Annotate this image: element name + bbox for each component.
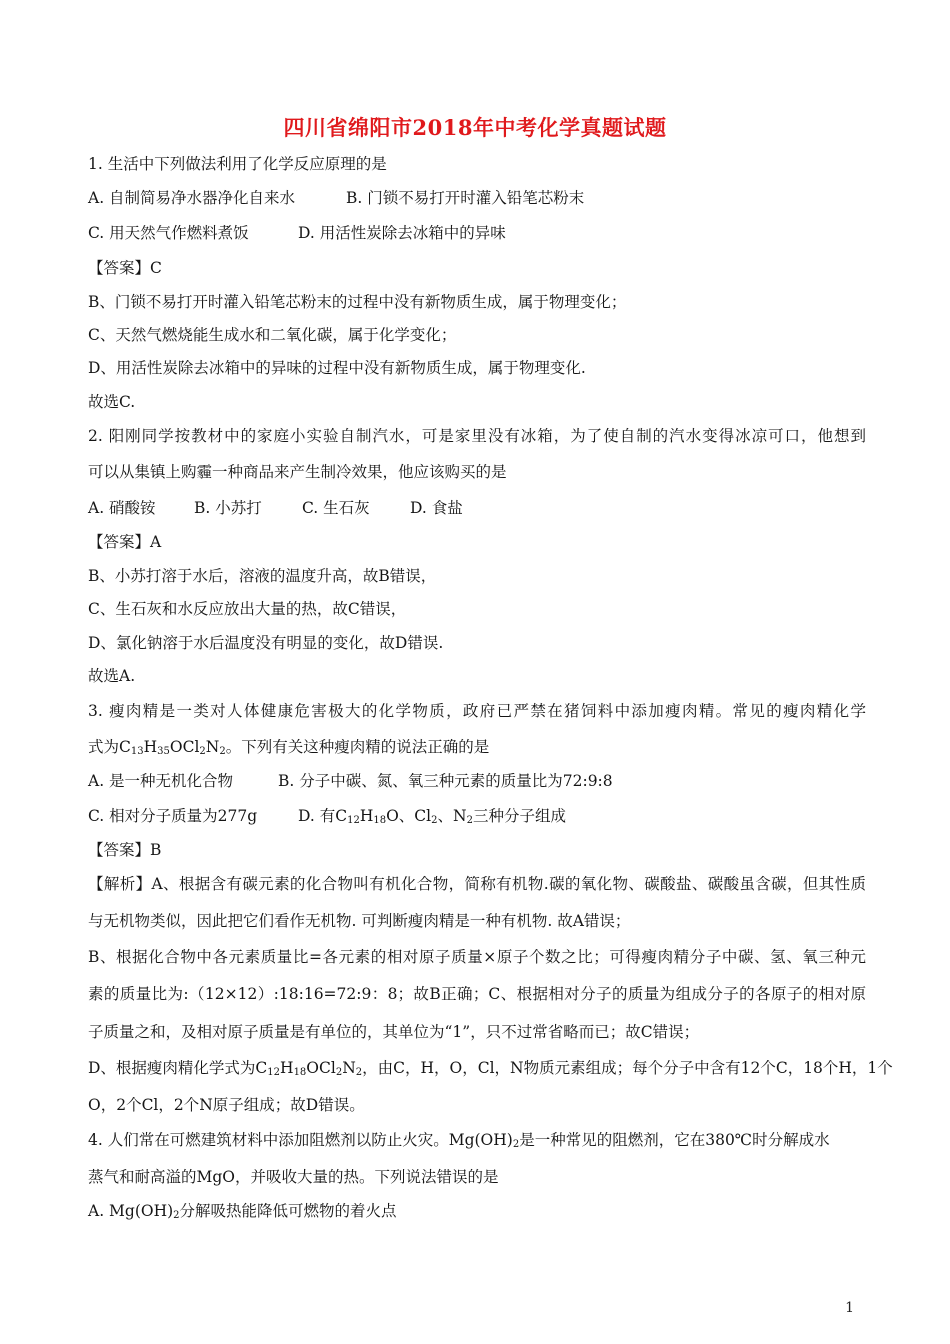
q2-options-row — [88, 497, 463, 519]
q3-options-row-1 — [88, 770, 613, 792]
q3-option-b: B. 分子中碳、氮、氧三种元素的质量比为72:9:8 — [278, 772, 613, 790]
q3-explanation-line: O，2个Cl，2个N原子组成；故D错误。 — [88, 1096, 365, 1114]
q2-option-b: B. 小苏打 — [194, 499, 262, 517]
document-title: 四川省绵阳市2018年中考化学真题试题 — [283, 115, 667, 140]
q2-answer: 【答案】A — [88, 533, 162, 551]
page-number: 1 — [845, 1300, 854, 1316]
q2-option-c: C. 生石灰 — [302, 499, 370, 517]
q3-explanation-line: D、根据瘦肉精化学式为$C_{12}H_{18}OCl_2N_2$，由C，H，O，Cl，N物质元素组成；每个分子中含有12个C，18个H，1个 — [88, 1059, 893, 1078]
q3-answer: 【答案】B — [88, 841, 162, 859]
q3-explanation-line: B、根据化合物中各元素质量比=各元素的相对原子质量×原子个数之比；可得瘦肉精分子中碳、氢、氧三种元 — [88, 948, 866, 966]
q1-option-d: D. 用活性炭除去冰箱中的异味 — [298, 224, 506, 242]
q1-answer: 【答案】C — [88, 259, 162, 277]
q2-explanation-line: B、小苏打溶于水后，溶液的温度升高，故B错误， — [88, 567, 437, 585]
q3-stem-line-1: 3. 瘦肉精是一类对人体健康危害极大的化学物质，政府已严禁在猪饲料中添加瘦肉精。常见的瘦肉精化学 — [88, 702, 866, 720]
q3-explanation-line: 【解析】A、根据含有碳元素的化合物叫有机化合物，简称有机物.碳的氧化物、碳酸盐、碳酸虽含碳，但其性质 — [88, 875, 866, 893]
q4-stem-line-2: 蒸气和耐高溢的MgO，并吸收大量的热。下列说法错误的是 — [88, 1168, 499, 1186]
q1-explanation-line: B、门锁不易打开时灌入铅笔芯粉末的过程中没有新物质生成，属于物理变化； — [88, 293, 627, 311]
q3-explanation-line: 素的质量比为:（12×12）:18:16=72:9：8；故B正确；C、根据相对分子的质量为组成分子的各原子的相对原 — [88, 985, 866, 1003]
q2-stem-line-2: 可以从集镇上购霾一种商品来产生制冷效果，他应该购买的是 — [88, 463, 507, 481]
q2-explanation-line: C、生石灰和水反应放出大量的热，故C错误， — [88, 600, 407, 618]
q1-stem: 1. 生活中下列做法利用了化学反应原理的是 — [88, 155, 387, 173]
q1-conclusion: 故选C. — [88, 393, 136, 411]
q1-explanation-line: C、天然气燃烧能生成水和二氧化碳，属于化学变化； — [88, 326, 457, 344]
q1-explanation-line: D、用活性炭除去冰箱中的异味的过程中没有新物质生成，属于物理变化. — [88, 359, 586, 377]
q2-stem-line-1: 2. 阳刚同学按教材中的家庭小实验自制汽水，可是家里没有冰箱，为了使自制的汽水变得冰凉可口，他想到 — [88, 427, 866, 445]
q2-explanation-line: D、氯化钠溶于水后温度没有明显的变化，故D错误. — [88, 634, 444, 652]
q2-conclusion: 故选A. — [88, 667, 136, 685]
q4-stem-line-1: 4. 人们常在可燃建筑材料中添加阻燃剂以防止火灾。$Mg(OH)_2$是一种常见的阻燃剂，它在380℃时分解成水 — [88, 1131, 830, 1150]
q3-option-d: D. 有$C_{12}H_{18}O$、$Cl_2$、$N_2$三种分子组成 — [298, 807, 566, 826]
q1-options-row-2 — [88, 222, 506, 244]
q1-option-b: B. 门锁不易打开时灌入铅笔芯粉末 — [346, 189, 585, 207]
q2-option-a: A. 硝酸铵 — [88, 499, 156, 517]
q3-option-a: A. 是一种无机化合物 — [88, 772, 234, 790]
q1-option-a: A. 自制简易净水器净化自来水 — [88, 189, 296, 207]
q4-option-a: A. $Mg(OH)_2$分解吸热能降低可燃物的着火点 — [88, 1202, 397, 1221]
q3-option-c: C. 相对分子质量为277g — [88, 807, 258, 825]
q2-option-d: D. 食盐 — [410, 499, 463, 517]
q3-stem-line-2: 式为$C_{13}H_{35}OCl_2N_2$。下列有关这种瘦肉精的说法正确的是 — [88, 738, 490, 757]
q1-option-c: C. 用天然气作燃料煮饭 — [88, 224, 249, 242]
q3-options-row-2 — [88, 805, 566, 827]
q3-explanation-line: 子质量之和，及相对原子质量是有单位的，其单位为“1”，只不过常省略而已；故C错误； — [88, 1023, 700, 1041]
q3-explanation-line: 与无机物类似，因此把它们看作无机物. 可判断瘦肉精是一种有机物. 故A错误； — [88, 912, 631, 930]
q1-options-row-1 — [88, 187, 584, 209]
